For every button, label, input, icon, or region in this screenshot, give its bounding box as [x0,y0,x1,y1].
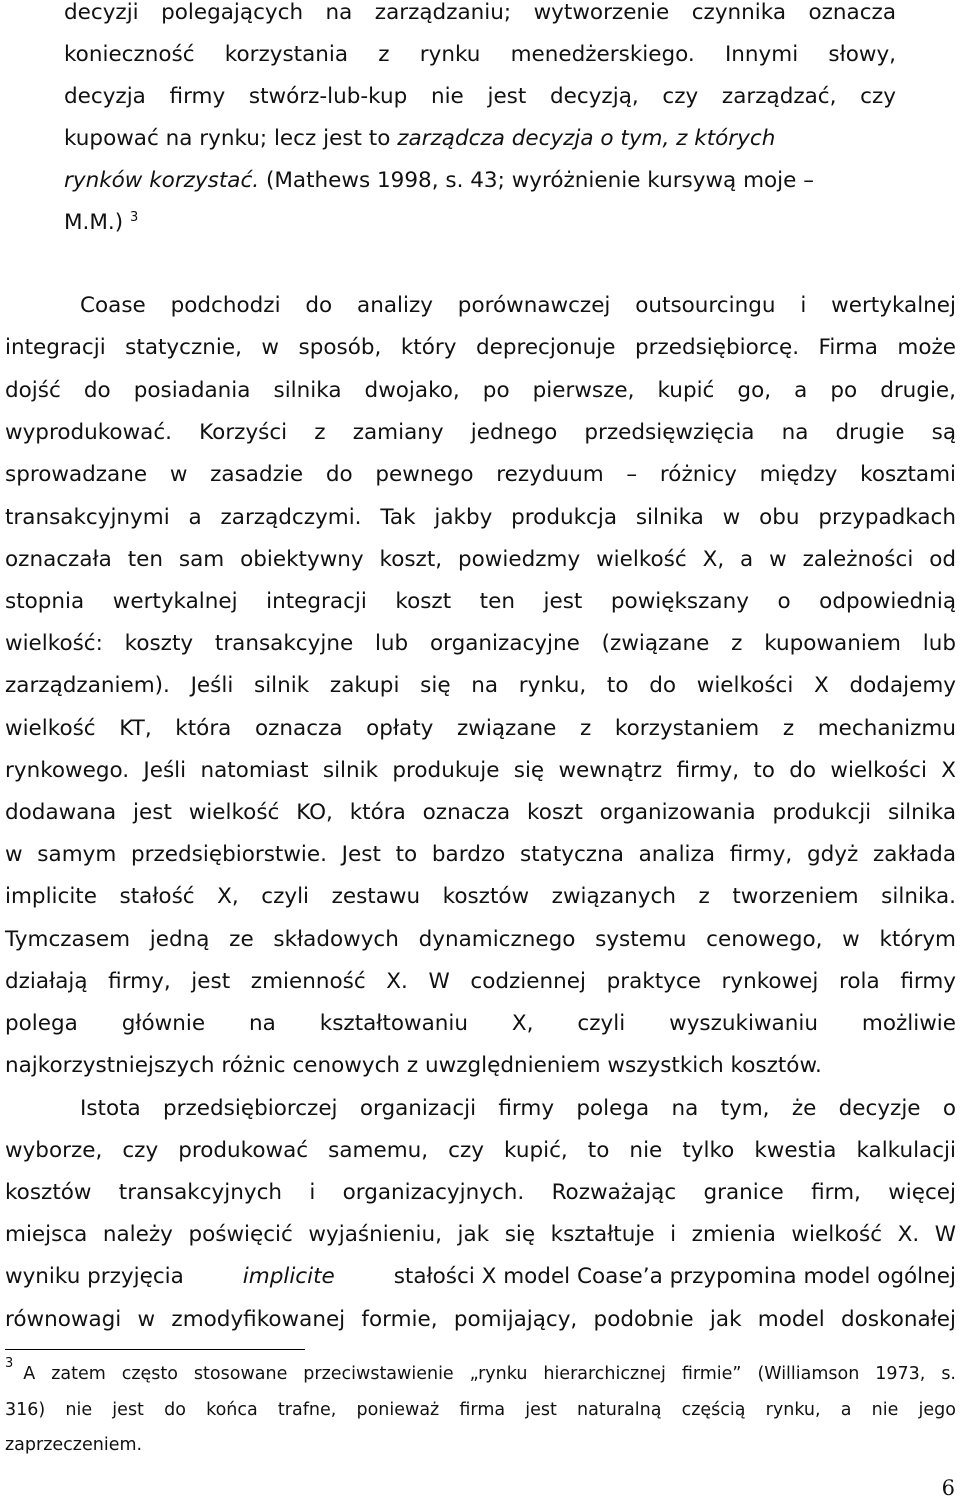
paragraph-line: najkorzystniejszych różnic cenowych z uwzględnieniem wszystkich kosztów. [5,1053,822,1078]
paragraph-line: implicite stałość X, czyli zestawu kosztów związanych z tworzeniem silnika. [5,884,956,909]
paragraph-emphasis: implicite [242,1264,335,1289]
quote-line [64,168,814,193]
quote-emphasis: zarządcza decyzja o tym, z których [397,126,776,151]
paragraph-text: stałości X model Coase’a przypomina model ogólnej [393,1264,956,1289]
paragraph-line: kosztów transakcyjnych i organizacyjnych. Rozważając granice firm, więcej [5,1180,956,1205]
paragraph-line: działają firmy, jest zmienność X. W codziennej praktyce rynkowej rola firmy [5,969,956,994]
paragraph-text: wyniku przyjęcia [5,1264,184,1289]
paragraph-line: stopnia wertykalnej integracji koszt ten jest powiększany o odpowiednią [5,589,956,614]
paragraph-line: w samym przedsiębiorstwie. Jest to bardzo statyczna analiza firmy, gdyż zakłada [5,842,956,867]
footnote-text: A zatem często stosowane przeciwstawienie „rynku hierarchicznej firmie” (Williamson 1973, s. [23,1364,956,1384]
paragraph-line: polega głównie na kształtowaniu X, czyli wyszukiwaniu możliwie [5,1011,956,1036]
paragraph-line: integracji statycznie, w sposób, który deprecjonuje przedsiębiorcę. Firma może [5,335,956,360]
paragraph-line: sprowadzane w zasadzie do pewnego rezyduum – różnicy między kosztami [5,462,956,487]
paragraph-line: oznaczała ten sam obiektywny koszt, powiedzmy wielkość X, a w zależności od [5,547,956,572]
quote-text: kupować na rynku; lecz jest to [64,126,391,151]
paragraph-line: wyprodukować. Korzyści z zamiany jednego przedsięwzięcia na drugie są [5,420,956,445]
footnote-ref: 3 [130,209,139,225]
paragraph-line: dodawana jest wielkość KO, która oznacza koszt organizowania produkcji silnika [5,800,956,825]
paragraph-line: Coase podchodzi do analizy porównawczej outsourcingu i wertykalnej [80,293,956,318]
paragraph-line: transakcyjnymi a zarządczymi. Tak jakby produkcja silnika w obu przypadkach [5,505,956,530]
quote-line [64,126,775,151]
paragraph-line: rynkowego. Jeśli natomiast silnik produkuje się wewnątrz firmy, to do wielkości X [5,758,956,783]
paragraph-line: Tymczasem jedną ze składowych dynamicznego systemu cenowego, w którym [5,927,956,952]
quote-line: decyzja firmy stwórz-lub-kup nie jest decyzją, czy zarządzać, czy [64,84,896,109]
footnote-line: zaprzeczeniem. [5,1435,143,1455]
quote-line [64,210,138,235]
paragraph-line: równowagi w zmodyfikowanej formie, pomijający, podobnie jak model doskonałej [5,1307,956,1332]
quote-line: decyzji polegających na zarządzaniu; wytworzenie czynnika oznacza [64,0,896,25]
quote-citation: (Mathews 1998, s. 43; wyróżnienie kursywą moje – [265,168,814,193]
paragraph-line [5,1264,956,1289]
quote-emphasis: rynków korzystać. [64,168,260,193]
footnote-separator [5,1349,305,1350]
paragraph-line: wielkość: koszty transakcyjne lub organizacyjne (związane z kupowaniem lub [5,631,956,656]
paragraph-line: zarządzaniem). Jeśli silnik zakupi się na rynku, to do wielkości X dodajemy [5,673,956,698]
footnote-marker: 3 [5,1356,14,1371]
footnote-line: 316) nie jest do końca trafne, ponieważ firma jest naturalną częścią rynku, a nie jego [5,1400,956,1420]
paragraph-line: wielkość KT, która oznacza opłaty związane z korzystaniem z mechanizmu [5,716,956,741]
quote-line: konieczność korzystania z rynku menedżerskiego. Innymi słowy, [64,42,896,67]
footnote-line [5,1356,956,1384]
quote-citation-end: M.M.) [64,210,124,235]
paragraph-line: wyborze, czy produkować samemu, czy kupić, to nie tylko kwestia kalkulacji [5,1138,956,1163]
paragraph-line: dojść do posiadania silnika dwojako, po pierwsze, kupić go, a po drugie, [5,378,956,403]
page-number: 6 [941,1476,955,1500]
paragraph-line: miejsca należy poświęcić wyjaśnieniu, jak się kształtuje i zmienia wielkość X. W [5,1222,956,1247]
paragraph-line: Istota przedsiębiorczej organizacji firmy polega na tym, że decyzje o [80,1096,956,1121]
